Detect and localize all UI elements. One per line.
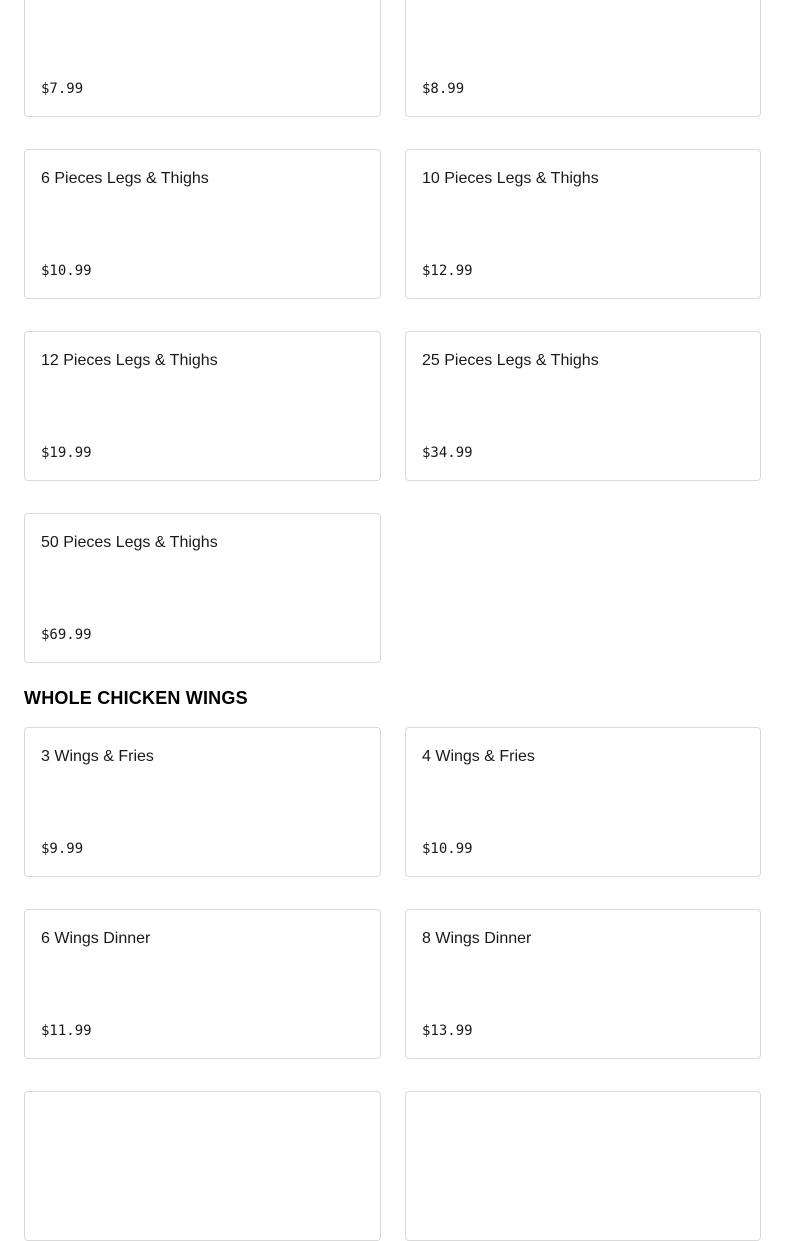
menu-item-card[interactable]: [405, 149, 761, 299]
menu-item-card[interactable]: [24, 1091, 381, 1241]
menu-item-card[interactable]: [24, 149, 381, 299]
menu-item-card[interactable]: [24, 513, 381, 663]
menu-item-name: 4 Wings & Fries: [422, 748, 535, 765]
menu-item-price: $8.99: [422, 81, 465, 97]
whole-chicken-wings-grid: [24, 727, 761, 1241]
menu-item-price: $9.99: [41, 841, 84, 857]
menu-item-price: $13.99: [422, 1023, 473, 1039]
menu-item-price: $19.99: [41, 445, 92, 461]
menu-item-name: 25 Pieces Legs & Thighs: [422, 352, 599, 369]
menu-item-name: 8 Wings Dinner: [422, 930, 532, 947]
menu-item-price: $11.99: [41, 1023, 92, 1039]
menu-item-name: 12 Pieces Legs & Thighs: [41, 352, 218, 369]
menu-item-card[interactable]: [24, 909, 381, 1059]
menu-item-card[interactable]: [405, 0, 761, 117]
menu-item-name: 50 Pieces Legs & Thighs: [41, 534, 218, 551]
menu-item-card[interactable]: [24, 0, 381, 117]
legs-thighs-grid: [24, 0, 761, 663]
menu-item-name: 6 Wings Dinner: [41, 930, 151, 947]
menu-item-price: $69.99: [41, 627, 92, 643]
menu-item-card[interactable]: [24, 331, 381, 481]
menu-item-name: 3 Wings & Fries: [41, 748, 154, 765]
menu-item-name: 6 Pieces Legs & Thighs: [41, 170, 209, 187]
menu-item-price: $34.99: [422, 445, 473, 461]
section-title-whole-chicken-wings: WHOLE CHICKEN WINGS: [24, 688, 248, 708]
menu-item-price: $10.99: [422, 841, 473, 857]
menu-item-price: $7.99: [41, 81, 84, 97]
menu-item-card[interactable]: [24, 727, 381, 877]
menu-item-name: 10 Pieces Legs & Thighs: [422, 170, 599, 187]
menu-item-card[interactable]: [405, 909, 761, 1059]
menu-item-price: $12.99: [422, 263, 473, 279]
menu-item-card[interactable]: [405, 1091, 761, 1241]
menu-item-price: $10.99: [41, 263, 92, 279]
menu-item-card[interactable]: [405, 727, 761, 877]
menu-item-card[interactable]: [405, 331, 761, 481]
